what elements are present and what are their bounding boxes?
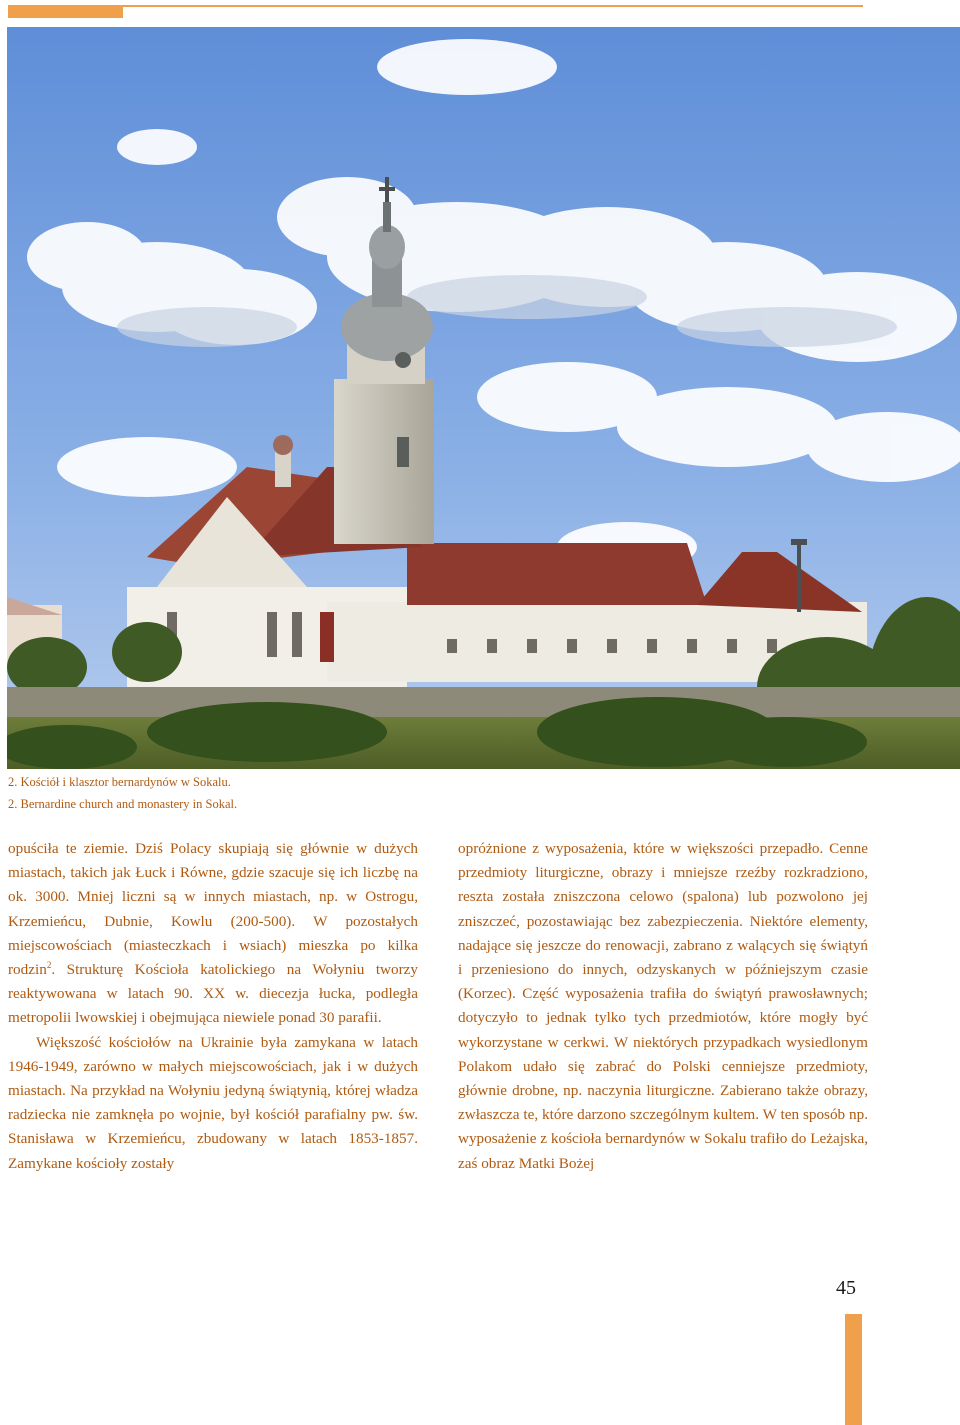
photo-caption — [8, 771, 237, 815]
church-photo-illustration — [7, 27, 960, 769]
header-rule — [123, 5, 863, 7]
page-number: 45 — [836, 1277, 856, 1299]
footnote-reference[interactable]: 2 — [46, 959, 52, 970]
paragraph-text: opuściła te ziemie. Dziś Polacy skupiają się głównie w dużych miastach, takich jak Łuck i Równe, gdzie szacuje się ich liczbę na ok. 3000. Mniej liczni są w innych miastach, np. w Ostrogu, Krzemieńcu, Dubnie, Kowlu (200-500). W pozostałych miejscowościach (miasteczkach i wsiach) mieszka po kilka rodzin — [8, 840, 418, 979]
church-photo — [7, 27, 960, 769]
paragraph — [8, 837, 418, 1031]
paragraph: Większość kościołów na Ukrainie była zamykana w latach 1946-1949, zarówno w małych miejscowościach, jak i w dużych miastach. Na przykład na Wołyniu jedyną świątynią, której władza radziecka nie zamknęła po wojnie, był kościół parafialny pw. św. Stanisława w Krzemieńcu, zbudowany w latach 1853-1857. Zamykane kościoły zostały — [8, 1033, 418, 1172]
caption-english: 2. Bernardine church and monastery in Sokal. — [8, 797, 238, 811]
paragraph: opróżnione z wyposażenia, które w większości przepadło. Cenne przedmioty liturgiczne, obrazy i mniejsze rzeźby rozkradziono, reszta została zniszczona celowo (spalona) lub pozwolono jej zniszczeć, pozostawiając bez zabezpieczenia. Niektóre elementy, nadające się jeszcze do renowacji, zabrano z walących się świątyń i przeniesiono do innych, odzyskanych w późniejszym czasie (Korzec). Część wyposażenia trafiła do świątyń prawosławnych; dotyczyło to jednak tylko tych przedmiotów, które mogły być wykorzystane w cerkwi. W niektórych przypadkach wysiedlonym Polakom udało się zabrać do Polski cenniejsze przedmioty, głównie drobne, np. naczynia liturgiczne. Zabierano także obrazy, zwłaszcza te, które darzono szczególnym kultem. W ten sposób np. wyposażenie z kościoła bernardynów w Sokalu trafiło do Leżajska, zaś obraz Matki Bożej — [458, 840, 868, 1172]
paragraph-text: . Strukturę Kościoła katolickiego na Wołyniu tworzy reaktywowana w latach 90. XX w. diecezja łucka, podległa metropolii lwowskiej i obejmująca niewiele ponad 30 parafii. — [8, 961, 418, 1027]
text-column-right — [458, 837, 868, 1176]
header-accent-block — [8, 5, 123, 18]
text-column-left — [8, 837, 418, 1176]
page-accent-bar — [845, 1314, 862, 1425]
caption-polish: 2. Kościół i klasztor bernardynów w Sokalu. — [8, 775, 231, 789]
